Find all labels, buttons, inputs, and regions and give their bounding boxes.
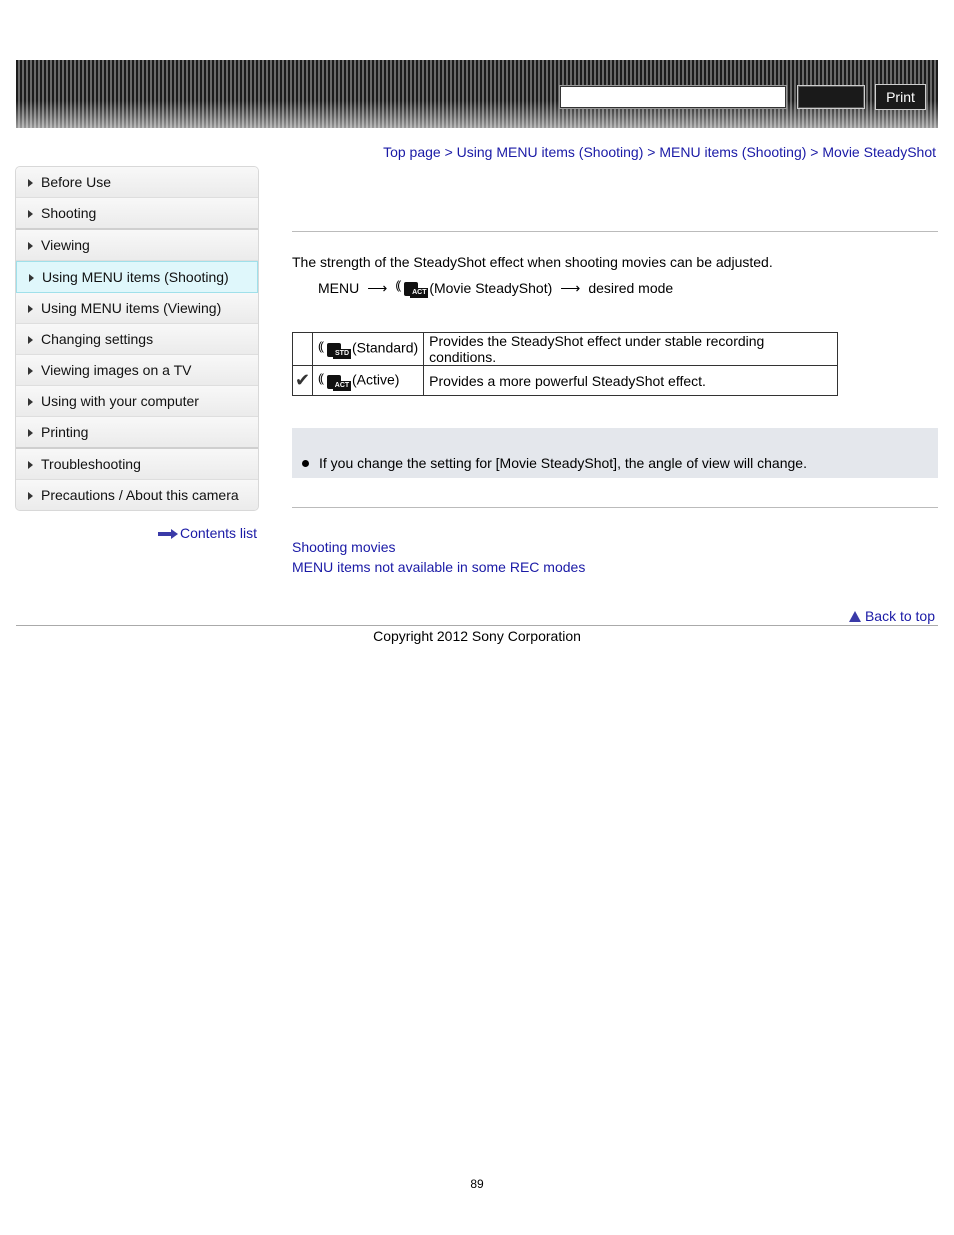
menu-target-label: desired mode xyxy=(588,280,674,296)
sidebar-item-label: Viewing images on a TV xyxy=(41,362,192,378)
divider xyxy=(292,507,938,508)
option-name-cell xyxy=(313,366,424,396)
breadcrumb xyxy=(383,144,936,160)
triangle-right-icon xyxy=(28,336,33,344)
contents-list-link[interactable] xyxy=(158,525,257,541)
sidebar-item-label: Using MENU items (Shooting) xyxy=(42,269,229,285)
triangle-right-icon xyxy=(28,305,33,313)
menu-path xyxy=(318,276,673,300)
table-row xyxy=(293,333,838,366)
breadcrumb-using-menu-shooting[interactable]: Using MENU items (Shooting) xyxy=(456,144,644,160)
option-description: Provides a more powerful SteadyShot effect. xyxy=(424,366,838,396)
triangle-right-icon xyxy=(28,179,33,187)
sidebar-item-label: Before Use xyxy=(41,174,112,190)
triangle-right-icon xyxy=(29,274,34,282)
steadyshot-active-icon: (( ACT xyxy=(318,370,350,389)
sidebar-item-using-computer[interactable] xyxy=(16,386,258,417)
sidebar-item-label: Printing xyxy=(41,424,89,440)
related-link-menu-not-available[interactable]: MENU items not available in some REC modes xyxy=(292,559,586,575)
note-box xyxy=(292,428,938,478)
movie-steadyshot-icon: (( ACT xyxy=(395,278,427,296)
sidebar-item-changing-settings[interactable] xyxy=(16,324,258,355)
intro-text: The strength of the SteadyShot effect when shooting movies can be adjusted. xyxy=(292,254,773,270)
table-row xyxy=(293,366,838,396)
triangle-right-icon xyxy=(28,242,33,250)
sidebar-item-viewing[interactable] xyxy=(16,230,258,261)
sidebar-item-using-menu-shooting[interactable] xyxy=(16,261,258,293)
divider xyxy=(292,231,938,232)
footer-divider xyxy=(16,625,938,626)
breadcrumb-separator: > xyxy=(810,144,819,160)
options-table xyxy=(292,332,838,396)
sidebar-item-label: Changing settings xyxy=(41,331,154,347)
sidebar-item-before-use[interactable] xyxy=(16,167,258,198)
triangle-right-icon xyxy=(28,461,33,469)
arrow-right-icon: ⟶ xyxy=(367,279,388,296)
triangle-right-icon xyxy=(28,398,33,406)
breadcrumb-menu-items-shooting[interactable]: MENU items (Shooting) xyxy=(659,144,807,160)
sidebar-item-shooting[interactable] xyxy=(16,198,258,230)
sidebar-item-label: Precautions / About this camera xyxy=(41,487,239,503)
option-description: Provides the SteadyShot effect under stable recording conditions. xyxy=(424,333,838,366)
sidebar-item-using-menu-viewing[interactable] xyxy=(16,293,258,324)
breadcrumb-separator: > xyxy=(647,144,656,160)
back-to-top-label[interactable]: Back to top xyxy=(864,608,935,624)
sidebar-item-label: Using with your computer xyxy=(41,393,199,409)
sidebar-item-viewing-on-tv[interactable] xyxy=(16,355,258,386)
note-item xyxy=(302,455,807,471)
option-name-cell xyxy=(313,333,424,366)
triangle-right-icon xyxy=(28,492,33,500)
breadcrumb-top-page[interactable]: Top page xyxy=(383,144,441,160)
related-link-shooting-movies[interactable]: Shooting movies xyxy=(292,539,396,555)
print-button[interactable]: Print xyxy=(875,84,926,110)
checkmark-icon: ✔ xyxy=(294,370,311,390)
bullet-icon xyxy=(302,460,309,467)
back-to-top-link[interactable] xyxy=(849,608,935,624)
sidebar-item-label: Using MENU items (Viewing) xyxy=(41,300,222,316)
breadcrumb-separator: > xyxy=(444,144,453,160)
sidebar-item-label: Troubleshooting xyxy=(41,456,141,472)
note-text: If you change the setting for [Movie SteadyShot], the angle of view will change. xyxy=(319,455,807,471)
page-number: 89 xyxy=(470,1177,484,1191)
triangle-right-icon xyxy=(28,210,33,218)
arrow-right-icon xyxy=(158,530,178,538)
menu-label: MENU xyxy=(318,280,360,296)
copyright: Copyright 2012 Sony Corporation xyxy=(373,628,581,644)
triangle-right-icon xyxy=(28,429,33,437)
sidebar-item-precautions[interactable] xyxy=(16,480,258,510)
arrow-right-icon: ⟶ xyxy=(560,279,581,296)
sidebar-item-printing[interactable] xyxy=(16,417,258,449)
search-button[interactable] xyxy=(797,85,865,109)
option-name: (Standard) xyxy=(352,339,419,356)
sidebar-item-troubleshooting[interactable] xyxy=(16,449,258,480)
contents-list-label[interactable]: Contents list xyxy=(180,525,258,541)
sidebar-nav xyxy=(15,166,259,511)
breadcrumb-movie-steadyshot[interactable]: Movie SteadyShot xyxy=(822,144,936,160)
menu-item-label: (Movie SteadyShot) xyxy=(429,280,553,296)
sidebar-item-label: Shooting xyxy=(41,205,97,221)
option-name: (Active) xyxy=(352,371,400,388)
steadyshot-standard-icon: (( STD xyxy=(318,339,349,357)
default-check-cell xyxy=(293,333,313,366)
default-check-cell xyxy=(293,366,313,396)
triangle-right-icon xyxy=(28,367,33,375)
header-banner xyxy=(16,60,938,128)
sidebar-item-label: Viewing xyxy=(41,237,90,253)
search-input[interactable] xyxy=(559,85,787,109)
triangle-up-icon xyxy=(849,611,861,622)
